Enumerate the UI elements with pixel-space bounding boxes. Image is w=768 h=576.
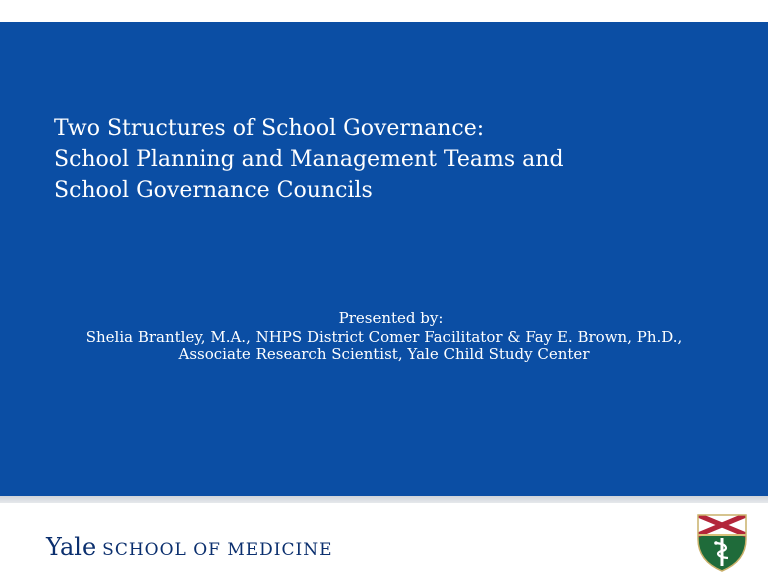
presenter-line-2: Associate Research Scientist, Yale Child Study Center (178, 345, 590, 363)
presenter-block (0, 309, 768, 364)
slide-title (54, 113, 694, 206)
presented-by-label: Presented by: (338, 309, 444, 327)
presenter-line-1: Shelia Brantley, M.A., NHPS District Comer Facilitator & Fay E. Brown, Ph.D., (85, 328, 683, 346)
yale-medicine-shield-icon (696, 513, 748, 573)
title-line-3: School Governance Councils (54, 178, 373, 203)
top-strip (0, 0, 768, 22)
logo-yale-text: Yale (46, 533, 97, 561)
logo-school-text: SCHOOL OF MEDICINE (102, 540, 333, 560)
divider-bar (0, 496, 768, 503)
title-line-2: School Planning and Management Teams and (54, 147, 564, 172)
yale-school-of-medicine-logo (46, 533, 333, 561)
title-panel (0, 22, 768, 496)
title-line-1: Two Structures of School Governance: (54, 116, 485, 141)
